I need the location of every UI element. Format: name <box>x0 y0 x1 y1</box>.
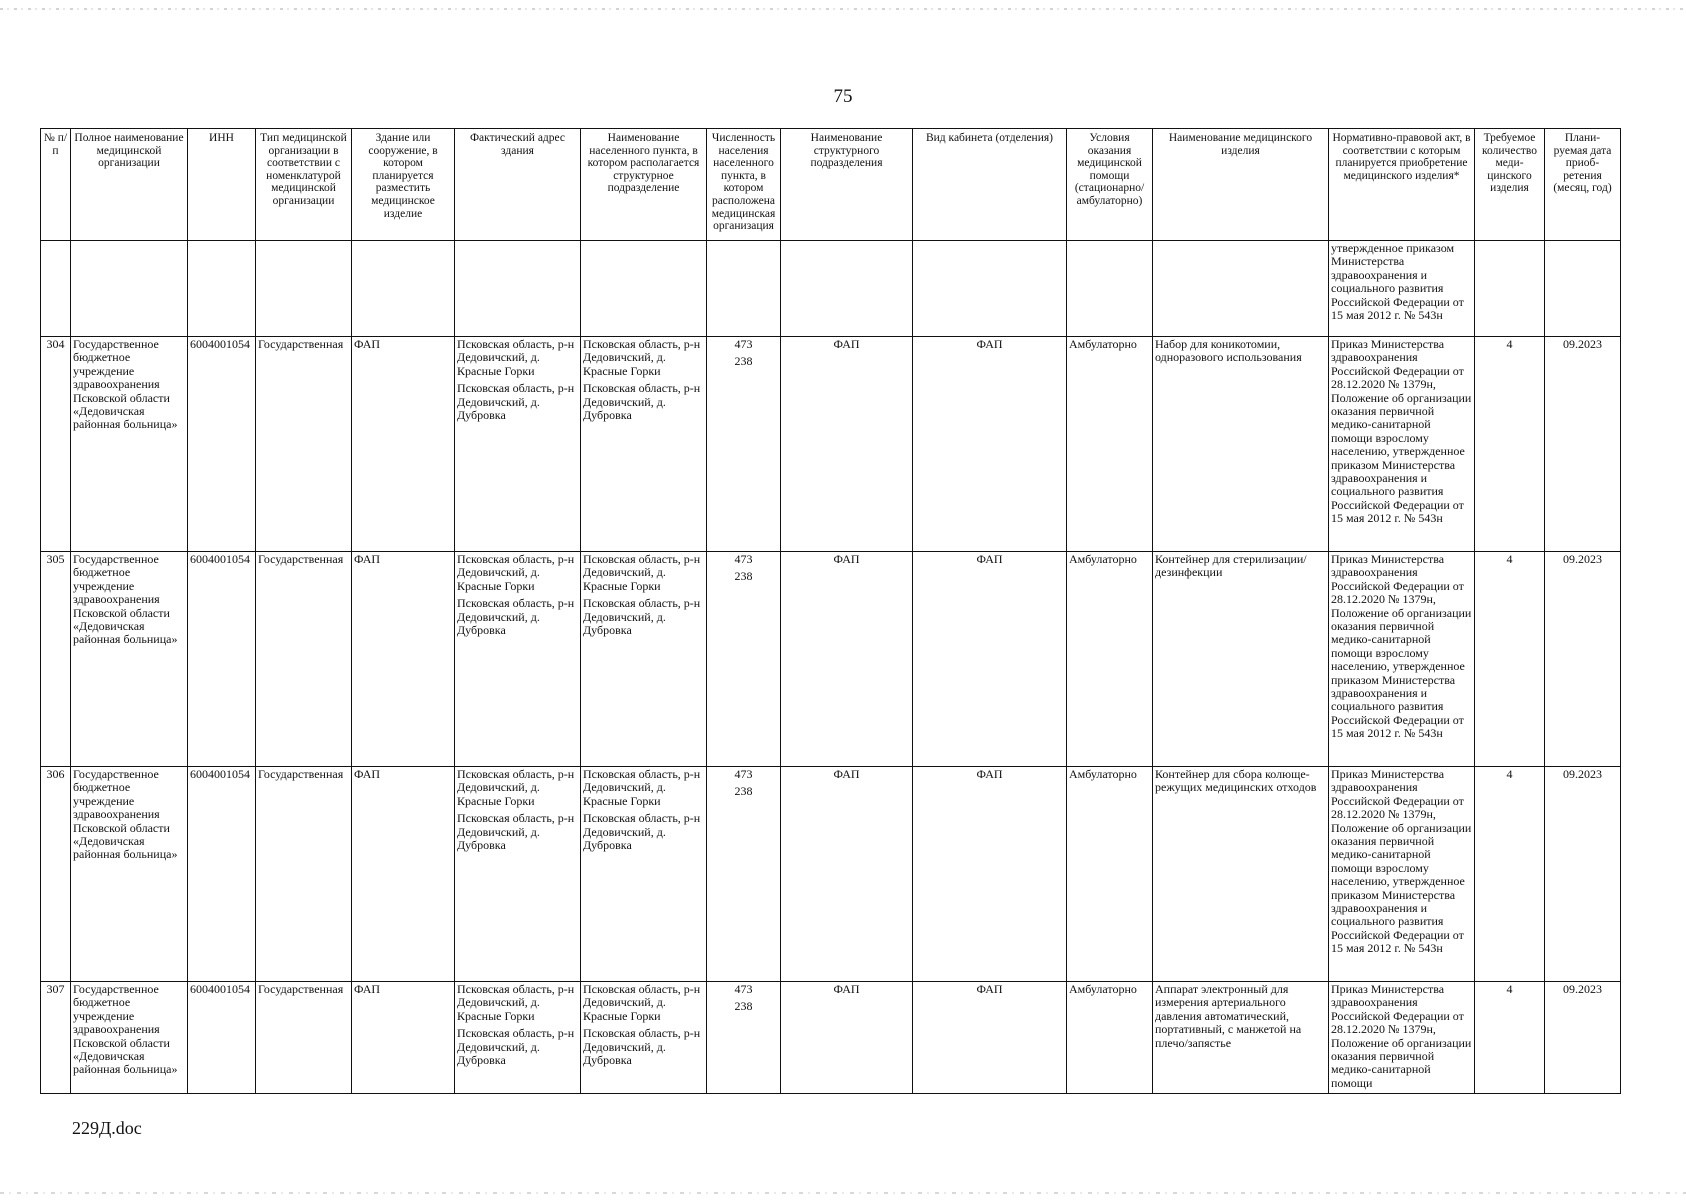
header-conditions: Условия оказания медицинской помощи (стационарно/ амбулаторно) <box>1067 129 1153 241</box>
row-conditions: Амбулаторно <box>1067 552 1153 767</box>
row-unit: ФАП <box>781 767 913 982</box>
row-num: 305 <box>41 552 71 767</box>
equipment-table <box>40 128 1621 1094</box>
header-type: Тип медицинской организации в соответствии с номенклатурой медицинской организации <box>256 129 352 241</box>
address-line: Псковская область, р-н Дедовичский, д. Дубровка <box>457 596 575 638</box>
locality-line: Псковская область, р-н Дедовичский, д. Красные Горки <box>583 982 701 1023</box>
locality-line: Псковская область, р-н Дедовичский, д. Дубровка <box>583 381 701 423</box>
row-device: Контейнер для стерилизации/дезинфекции <box>1153 552 1329 767</box>
address-line: Псковская область, р-н Дедовичский, д. Красные Горки <box>457 767 575 808</box>
row-num: 306 <box>41 767 71 982</box>
row-address <box>455 767 581 982</box>
locality-line: Псковская область, р-н Дедовичский, д. Дубровка <box>583 1026 701 1068</box>
row-building: ФАП <box>352 767 455 982</box>
population-value: 473 <box>734 337 753 351</box>
row-building: ФАП <box>352 337 455 552</box>
continuation-row <box>41 241 1621 337</box>
row-legal-act: Приказ Министерства здравоохранения Российской Федерации от 28.12.2020 № 1379н, Положение об организации оказания первичной медико-санитарной помощи взрослому населению, утвержденное приказом Министерства здравоохранения и социального развития Российской Федерации от 15 мая 2012 г. № 543н <box>1329 767 1475 982</box>
row-locality <box>581 767 707 982</box>
locality-line: Псковская область, р-н Дедовичский, д. Красные Горки <box>583 337 701 378</box>
row-building: ФАП <box>352 982 455 1094</box>
row-date: 09.2023 <box>1545 337 1621 552</box>
row-org: Государственное бюджетное учреждение здравоохранения Псковской области «Дедовичская районная больница» <box>71 552 188 767</box>
row-address <box>455 552 581 767</box>
row-org: Государственное бюджетное учреждение здравоохранения Псковской области «Дедовичская районная больница» <box>71 767 188 982</box>
row-unit: ФАП <box>781 982 913 1094</box>
row-date: 09.2023 <box>1545 552 1621 767</box>
row-conditions: Амбулаторно <box>1067 767 1153 982</box>
header-qty: Требуемое количество меди- цинского изделия <box>1475 129 1545 241</box>
header-unit: Наименование структурного подразделения <box>781 129 913 241</box>
row-cabinet: ФАП <box>913 767 1067 982</box>
row-unit: ФАП <box>781 337 913 552</box>
table-row <box>41 982 1621 1094</box>
row-legal-act: Приказ Министерства здравоохранения Российской Федерации от 28.12.2020 № 1379н, Положение об организации оказания первичной медико-санитарной помощи взрослому населению, утвержденное приказом Министерства здравоохранения и социального развития Российской Федерации от 15 мая 2012 г. № 543н <box>1329 552 1475 767</box>
address-line: Псковская область, р-н Дедовичский, д. Красные Горки <box>457 337 575 378</box>
row-population <box>707 767 781 982</box>
row-device: Контейнер для сбора колюще-режущих медицинских отходов <box>1153 767 1329 982</box>
header-device: Наименование медицинского изделия <box>1153 129 1329 241</box>
header-inn: ИНН <box>188 129 256 241</box>
row-legal-act: Приказ Министерства здравоохранения Российской Федерации от 28.12.2020 № 1379н, Положение об организации оказания первичной медико-санитарной помощи <box>1329 982 1475 1094</box>
row-inn: 6004001054 <box>188 767 256 982</box>
address-line: Псковская область, р-н Дедовичский, д. Красные Горки <box>457 552 575 593</box>
address-line: Псковская область, р-н Дедовичский, д. Красные Горки <box>457 982 575 1023</box>
row-population <box>707 337 781 552</box>
population-value: 238 <box>734 569 753 584</box>
row-locality <box>581 337 707 552</box>
header-num: № п/п <box>41 129 71 241</box>
address-line: Псковская область, р-н Дедовичский, д. Дубровка <box>457 1026 575 1068</box>
row-qty: 4 <box>1475 337 1545 552</box>
header-date: Плани- руемая дата приоб- ретения (месяц, год) <box>1545 129 1621 241</box>
row-population <box>707 982 781 1094</box>
row-address <box>455 337 581 552</box>
continuation-legal-act: утвержденное приказом Министерства здравоохранения и социального развития Российской Федерации от 15 мая 2012 г. № 543н <box>1329 241 1475 337</box>
row-locality <box>581 552 707 767</box>
address-line: Псковская область, р-н Дедовичский, д. Дубровка <box>457 381 575 423</box>
row-device: Аппарат электронный для измерения артериального давления автоматический, портативный, с манжетой на плечо/запястье <box>1153 982 1329 1094</box>
population-value: 473 <box>734 552 753 566</box>
header-row <box>41 129 1621 241</box>
header-locality: Наименование населенного пункта, в котором располагается структурное подразделение <box>581 129 707 241</box>
row-inn: 6004001054 <box>188 982 256 1094</box>
population-value: 238 <box>734 354 753 369</box>
header-address: Фактический адрес здания <box>455 129 581 241</box>
row-population <box>707 552 781 767</box>
header-org: Полное наименование медицинской организации <box>71 129 188 241</box>
table-row <box>41 337 1621 552</box>
row-qty: 4 <box>1475 982 1545 1094</box>
row-qty: 4 <box>1475 767 1545 982</box>
row-locality <box>581 982 707 1094</box>
row-num: 304 <box>41 337 71 552</box>
row-date: 09.2023 <box>1545 767 1621 982</box>
row-cabinet: ФАП <box>913 552 1067 767</box>
population-value: 473 <box>734 767 753 781</box>
locality-line: Псковская область, р-н Дедовичский, д. Красные Горки <box>583 767 701 808</box>
population-value: 473 <box>734 982 753 996</box>
row-building: ФАП <box>352 552 455 767</box>
row-cabinet: ФАП <box>913 337 1067 552</box>
row-qty: 4 <box>1475 552 1545 767</box>
population-value: 238 <box>734 999 753 1014</box>
row-type: Государственная <box>256 767 352 982</box>
row-org: Государственное бюджетное учреждение здравоохранения Псковской области «Дедовичская районная больница» <box>71 982 188 1094</box>
scan-edge-top <box>0 8 1686 10</box>
locality-line: Псковская область, р-н Дедовичский, д. Дубровка <box>583 596 701 638</box>
row-org: Государственное бюджетное учреждение здравоохранения Псковской области «Дедовичская районная больница» <box>71 337 188 552</box>
row-type: Государственная <box>256 982 352 1094</box>
table-row <box>41 552 1621 767</box>
row-cabinet: ФАП <box>913 982 1067 1094</box>
scan-edge-bottom <box>0 1192 1686 1194</box>
row-inn: 6004001054 <box>188 552 256 767</box>
row-num: 307 <box>41 982 71 1094</box>
header-cabinet: Вид кабинета (отделения) <box>913 129 1067 241</box>
header-building: Здание или сооружение, в котором планируется разместить медицинское изделие <box>352 129 455 241</box>
row-conditions: Амбулаторно <box>1067 982 1153 1094</box>
page-number: 75 <box>833 86 853 107</box>
row-conditions: Амбулаторно <box>1067 337 1153 552</box>
row-legal-act: Приказ Министерства здравоохранения Российской Федерации от 28.12.2020 № 1379н, Положение об организации оказания первичной медико-санитарной помощи взрослому населению, утвержденное приказом Министерства здравоохранения и социального развития Российской Федерации от 15 мая 2012 г. № 543н <box>1329 337 1475 552</box>
header-legal-act: Нормативно-правовой акт, в соответствии с которым планируется приобретение медицинского изделия* <box>1329 129 1475 241</box>
row-type: Государственная <box>256 552 352 767</box>
population-value: 238 <box>734 784 753 799</box>
row-address <box>455 982 581 1094</box>
locality-line: Псковская область, р-н Дедовичский, д. Дубровка <box>583 811 701 853</box>
address-line: Псковская область, р-н Дедовичский, д. Дубровка <box>457 811 575 853</box>
row-device: Набор для коникотомии, одноразового использования <box>1153 337 1329 552</box>
row-inn: 6004001054 <box>188 337 256 552</box>
footer-filename: 229Д.doc <box>72 1118 142 1138</box>
row-unit: ФАП <box>781 552 913 767</box>
row-date: 09.2023 <box>1545 982 1621 1094</box>
table-row <box>41 767 1621 982</box>
header-population: Численность населения населенного пункта, в котором расположена медицинская организация <box>707 129 781 241</box>
row-type: Государственная <box>256 337 352 552</box>
locality-line: Псковская область, р-н Дедовичский, д. Красные Горки <box>583 552 701 593</box>
